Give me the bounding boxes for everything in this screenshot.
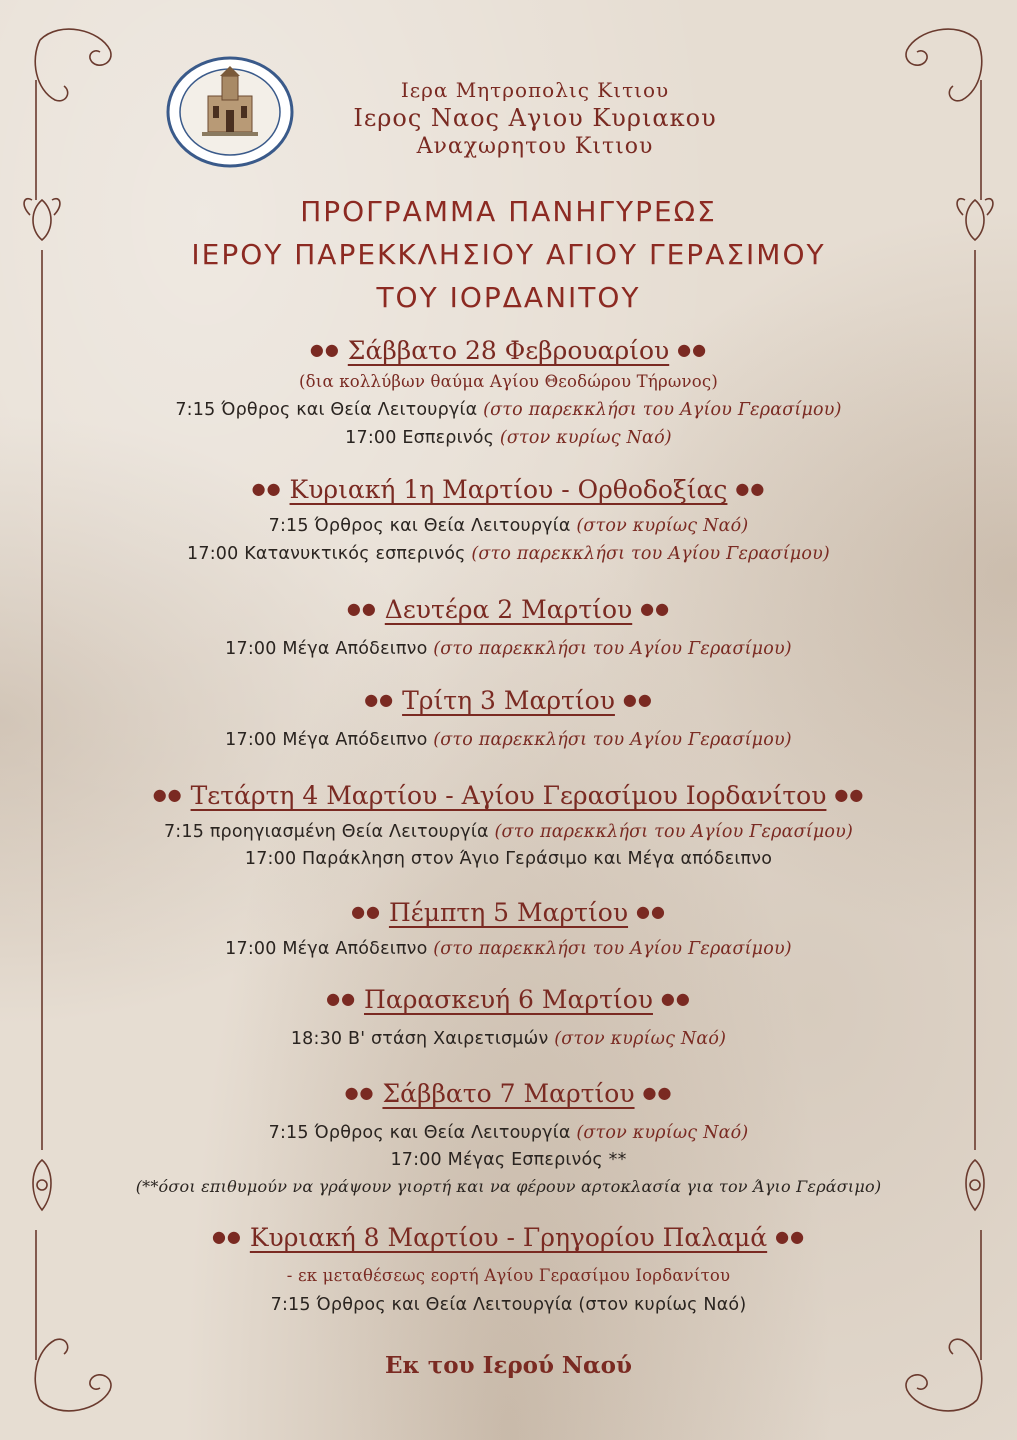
bullet-dots-icon: ●●: [775, 1227, 806, 1246]
event-text: 7:15 Όρθρος και Θεία Λειτουργία: [268, 1123, 571, 1143]
bullet-dots-icon: ●●: [309, 340, 340, 359]
day-name: Δευτέρα 2 Μαρτίου: [384, 595, 633, 624]
event-footnote: (**όσοι επιθυμούν να γράψουν γιορτή και να φέρουν αρτοκλασία για τον Άγιο Γεράσιμο): [135, 1177, 882, 1196]
bullet-dots-icon: ●●: [346, 599, 377, 618]
day-heading: [40, 475, 977, 504]
event-line: [40, 939, 977, 959]
event-text: 18:30 Β' στάση Χαιρετισμών: [290, 1029, 549, 1049]
footer-signature: Εκ του Ιερού Ναού: [385, 1352, 632, 1379]
day-name: Σάββατο 28 Φεβρουαρίου: [347, 336, 670, 365]
day-name: Σάββατο 7 Μαρτίου: [382, 1079, 635, 1108]
event-text: 7:15 προηγιασμένη Θεία Λειτουργία: [163, 822, 489, 842]
bullet-dots-icon: ●●: [211, 1227, 242, 1246]
event-location: (στον κυρίως Ναό): [576, 1123, 749, 1143]
event-text: 7:15 Όρθρος και Θεία Λειτουργία: [175, 400, 478, 420]
title-line-2: ΙΕΡΟΥ ΠΑΡΕΚΚΛΗΣΙΟΥ ΑΓΙΟΥ ΓΕΡΑΣΙΜΟΥ: [191, 238, 826, 271]
event-text: 7:15 Όρθρος και Θεία Λειτουργία: [268, 516, 571, 536]
event-text: 17:00 Μέγα Απόδειπνο: [225, 939, 428, 959]
event-location: (στον κυρίως Ναό): [576, 516, 749, 536]
bullet-dots-icon: ●●: [351, 902, 381, 921]
bullet-dots-icon: ●●: [326, 989, 357, 1008]
church-name-line2: Αναχωρητου Κιτιου: [416, 134, 654, 159]
event-location: (στο παρεκκλήσι του Αγίου Γερασίμου): [483, 400, 842, 420]
title-line-3: ΤΟΥ ΙΟΡΔΑΝΙΤΟΥ: [376, 281, 641, 314]
day-name: Παρασκευή 6 Μαρτίου: [364, 985, 653, 1014]
event-location: (στον κυρίως Ναό): [499, 428, 672, 448]
day-heading: [40, 898, 977, 927]
event-location: (στο παρεκκλήσι του Αγίου Γερασίμου): [433, 730, 792, 750]
day-name: Κυριακή 1η Μαρτίου - Ορθοδοξίας: [289, 475, 728, 504]
bullet-dots-icon: ●●: [344, 1083, 375, 1102]
bullet-dots-icon: ●●: [735, 479, 766, 498]
event-location: (στο παρεκκλήσι του Αγίου Γερασίμου): [494, 822, 854, 842]
bullet-dots-icon: ●●: [834, 785, 865, 804]
event-line: [40, 1150, 977, 1170]
church-seal-logo: [166, 56, 294, 168]
day-name: Πέμπτη 5 Μαρτίου: [388, 898, 629, 927]
day-heading: [40, 985, 977, 1014]
event-line: [40, 1029, 977, 1049]
day-heading: [40, 781, 977, 810]
event-line: [40, 428, 977, 448]
day-heading: [40, 595, 977, 624]
metropolis-name: Ιερα Μητροπολις Κιτιου: [400, 78, 670, 102]
event-line: [40, 516, 977, 536]
day-heading: [40, 336, 977, 365]
day-heading: [40, 1223, 977, 1252]
event-line: [40, 1295, 977, 1315]
title-line-1: ΠΡΟΓΡΑΜΜΑ ΠΑΝΗΓΥΡΕΩΣ: [300, 195, 717, 228]
church-name: Ιερος Ναος Αγιου Κυριακου: [353, 104, 717, 132]
event-line: [40, 1123, 977, 1143]
event-line: [40, 849, 977, 869]
event-location: (στο παρεκκλήσι του Αγίου Γερασίμου): [433, 639, 792, 659]
bullet-dots-icon: ●●: [152, 785, 183, 804]
day-name: Κυριακή 8 Μαρτίου - Γρηγορίου Παλαμά: [249, 1223, 768, 1252]
program-title: [60, 190, 957, 319]
event-text: 17:00 Εσπερινός: [345, 428, 495, 448]
event-location: (στο παρεκκλήσι του Αγίου Γερασίμου): [471, 544, 830, 564]
event-text: 17:00 Παράκληση στον Άγιο Γεράσιμο και Μέγα απόδειπνο: [244, 849, 773, 869]
bullet-dots-icon: ●●: [640, 599, 671, 618]
event-text: 17:00 Κατανυκτικός εσπερινός: [187, 544, 466, 564]
event-text: 7:15 Όρθρος και Θεία Λειτουργία (στον κυρίως Ναό): [270, 1295, 747, 1315]
day-name: Τετάρτη 4 Μαρτίου - Αγίου Γερασίμου Ιορδανίτου: [190, 781, 827, 810]
day-subtitle: (δια κολλύβων θαύμα Αγίου Θεοδώρου Τήρωνος): [299, 372, 718, 391]
event-line: [40, 730, 977, 750]
bullet-dots-icon: ●●: [642, 1083, 673, 1102]
day-heading: [40, 1079, 977, 1108]
bullet-dots-icon: ●●: [636, 902, 666, 921]
day-subtitle: - εκ μεταθέσεως εορτή Αγίου Γερασίμου Ιορδανίτου: [286, 1266, 731, 1285]
bullet-dots-icon: ●●: [622, 690, 653, 709]
event-location: (στο παρεκκλήσι του Αγίου Γερασίμου): [433, 939, 792, 959]
event-text: 17:00 Μέγα Απόδειπνο: [225, 730, 428, 750]
event-location: (στον κυρίως Ναό): [554, 1029, 727, 1049]
event-line: [40, 822, 977, 842]
bullet-dots-icon: ●●: [660, 989, 691, 1008]
bullet-dots-icon: ●●: [364, 690, 395, 709]
event-text: 17:00 Μέγα Απόδειπνο: [225, 639, 428, 659]
event-line: [40, 544, 977, 564]
day-name: Τρίτη 3 Μαρτίου: [402, 686, 615, 715]
event-line: [40, 400, 977, 420]
day-heading: [40, 686, 977, 715]
event-line: [40, 639, 977, 659]
bullet-dots-icon: ●●: [677, 340, 708, 359]
event-text: 17:00 Μέγας Εσπερινός **: [390, 1150, 627, 1170]
header: [300, 78, 770, 161]
event-line: [40, 1177, 977, 1196]
bullet-dots-icon: ●●: [251, 479, 282, 498]
